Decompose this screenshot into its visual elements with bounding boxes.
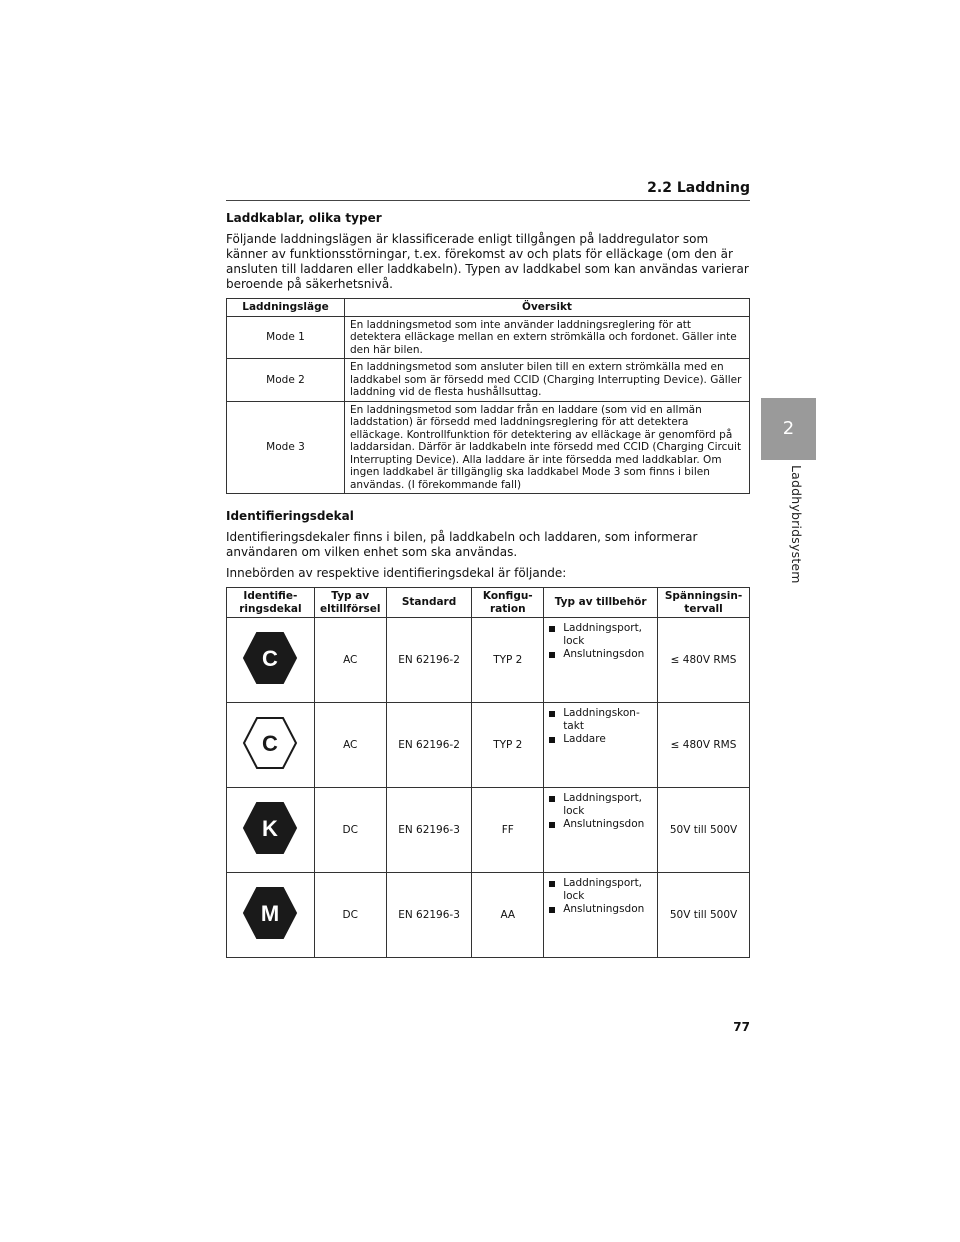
supply-cell: AC	[314, 703, 386, 788]
decal-m-icon	[242, 885, 298, 941]
accessory-item: Anslutningsdon	[547, 903, 654, 916]
column-header: Översikt	[345, 299, 750, 317]
charging-modes-table	[226, 298, 750, 494]
voltage-cell: ≤ 480V RMS	[658, 618, 750, 703]
decal-c-icon	[242, 630, 298, 686]
accessory-cell	[544, 873, 658, 958]
decal-c-icon	[242, 715, 298, 771]
accessory-list	[547, 792, 654, 831]
supply-cell: DC	[314, 788, 386, 873]
table-row	[227, 316, 750, 359]
description-cell: En laddningsmetod som laddar från en laddare (som vid en allmän laddstation) är försedd med laddningsreglering för att detektera elläckage. Kontrollfunktion för detektering av elläckage är genomförd på laddarsidan. Därför är laddkabeln inte försedd med CCID (Charging Circuit Interrupting Device). Alla laddare är inte försedda med laddkablar. Om ingen laddkabel är tillgänglig ska laddkabel Mode 3 som finns i bilen användas. (I förekommande fall)	[345, 401, 750, 494]
decal-letter: C	[262, 731, 279, 757]
standard-cell: EN 62196-3	[386, 873, 472, 958]
decal-k-icon	[242, 800, 298, 856]
decal-letter: M	[261, 901, 280, 927]
section-intro: Följande laddningslägen är klassificerade enligt tillgången på laddregulator som känner av funktionsstörningar, t.ex. förekomst av och plats för elläckage (om den är ansluten till laddaren eller laddkabeln). Typen av laddkabel som kan användas varierar beroende på säkerhetsnivå.	[226, 232, 749, 291]
column-header: Spänningsin-tervall	[658, 588, 750, 618]
decal-letter: K	[262, 816, 279, 842]
decal-cell	[227, 873, 315, 958]
accessory-list	[547, 877, 654, 916]
voltage-cell: ≤ 480V RMS	[658, 703, 750, 788]
config-cell: TYP 2	[472, 703, 544, 788]
table-row	[227, 618, 750, 703]
accessory-item: Laddningskon-takt	[547, 707, 654, 732]
voltage-cell: 50V till 500V	[658, 873, 750, 958]
table-row	[227, 359, 750, 402]
accessory-item: Anslutningsdon	[547, 818, 654, 831]
mode-cell: Mode 3	[227, 401, 345, 494]
table-row	[227, 703, 750, 788]
accessory-item: Laddningsport, lock	[547, 622, 654, 647]
accessory-item: Laddningsport, lock	[547, 877, 654, 902]
column-header: Standard	[386, 588, 472, 618]
config-cell: FF	[472, 788, 544, 873]
table-row	[227, 873, 750, 958]
supply-cell: AC	[314, 618, 386, 703]
page-number: 77	[733, 1020, 750, 1034]
decal-table	[226, 587, 750, 958]
accessory-list	[547, 622, 654, 661]
section-lead: Innebörden av respektive identifieringsdekal är följande:	[226, 566, 567, 580]
column-header: Konfigu-ration	[472, 588, 544, 618]
page-content	[226, 210, 750, 958]
section-title: Identifieringsdekal	[226, 509, 354, 523]
section-title: Laddkablar, olika typer	[226, 211, 382, 225]
decal-letter: C	[262, 646, 279, 672]
standard-cell: EN 62196-2	[386, 618, 472, 703]
accessory-list	[547, 707, 654, 746]
section-header: 2.2 Laddning	[226, 178, 750, 201]
accessory-item: Laddningsport, lock	[547, 792, 654, 817]
accessory-cell	[544, 703, 658, 788]
table-row	[227, 788, 750, 873]
table-row	[227, 401, 750, 494]
supply-cell: DC	[314, 873, 386, 958]
config-cell: TYP 2	[472, 618, 544, 703]
description-cell: En laddningsmetod som ansluter bilen till en extern strömkälla med en laddkabel som är försedd med CCID (Charging Interrupting Device). Gäller laddning vid de flesta hushållsuttag.	[345, 359, 750, 402]
voltage-cell: 50V till 500V	[658, 788, 750, 873]
accessory-item: Anslutningsdon	[547, 648, 654, 661]
section-intro: Identifieringsdekaler finns i bilen, på laddkabeln och laddaren, som informerar användaren om vilken enhet som ska användas.	[226, 530, 698, 559]
column-header: Typ av eltillförsel	[314, 588, 386, 618]
standard-cell: EN 62196-3	[386, 788, 472, 873]
config-cell: AA	[472, 873, 544, 958]
decal-cell	[227, 618, 315, 703]
decal-cell	[227, 703, 315, 788]
column-header: Typ av tillbehör	[544, 588, 658, 618]
chapter-label: Laddhybridsystem	[789, 465, 804, 584]
description-cell: En laddningsmetod som inte använder laddningsreglering för att detektera elläckage mellan en extern strömkälla och fordonet. Gäller inte den här bilen.	[345, 316, 750, 359]
chapter-tab: 2	[761, 398, 816, 460]
accessory-cell	[544, 788, 658, 873]
accessory-item: Laddare	[547, 733, 654, 746]
column-header: Identifie-ringsdekal	[227, 588, 315, 618]
mode-cell: Mode 2	[227, 359, 345, 402]
decal-cell	[227, 788, 315, 873]
accessory-cell	[544, 618, 658, 703]
mode-cell: Mode 1	[227, 316, 345, 359]
column-header: Laddningsläge	[227, 299, 345, 317]
standard-cell: EN 62196-2	[386, 703, 472, 788]
